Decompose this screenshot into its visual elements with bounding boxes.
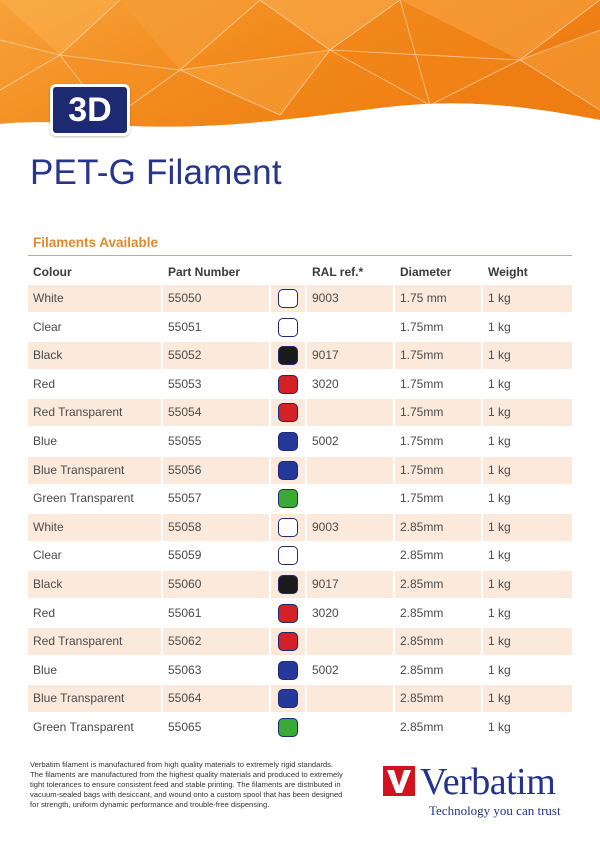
- cell-part-number: 55065: [168, 719, 202, 734]
- cell-diameter: 2.85mm: [395, 514, 481, 541]
- colour-swatch: [278, 661, 298, 680]
- cell-swatch: [271, 457, 305, 484]
- colour-swatch: [278, 489, 298, 508]
- header-ral-ref: RAL ref.*: [312, 265, 364, 279]
- cell-weight: 1 kg: [488, 376, 511, 391]
- cell-diameter: 2.85mm: [395, 628, 481, 655]
- header-part-number: Part Number: [168, 265, 241, 279]
- cell-part-number: 55064: [163, 685, 269, 712]
- cell-weight: 1 kg: [488, 433, 511, 448]
- cell-colour: Blue: [33, 662, 58, 677]
- cell-weight: 1 kg: [488, 719, 511, 734]
- cell-diameter: 2.85mm: [395, 571, 481, 598]
- cell-weight: 1 kg: [483, 571, 572, 598]
- colour-swatch: [278, 546, 298, 565]
- section-title: Filaments Available: [33, 235, 159, 250]
- verbatim-logo: [383, 760, 573, 820]
- page-title: PET-G Filament: [30, 153, 282, 192]
- cell-colour: Red Transparent: [28, 399, 161, 426]
- cell-swatch: [271, 428, 305, 455]
- logo-wordmark: Verbatim: [420, 761, 556, 803]
- cell-part-number: 55060: [163, 571, 269, 598]
- cell-part-number: 55063: [168, 662, 202, 677]
- cell-ral-ref: [307, 628, 393, 655]
- table-row: [28, 341, 572, 370]
- cell-weight: 1 kg: [488, 491, 511, 506]
- cell-colour: White: [28, 514, 161, 541]
- cell-part-number: 55059: [168, 548, 202, 563]
- cell-diameter: 2.85mm: [400, 548, 444, 563]
- cell-weight: 1 kg: [483, 342, 572, 369]
- colour-swatch: [278, 689, 298, 708]
- table-row: [28, 570, 572, 599]
- cell-swatch: [271, 542, 305, 569]
- cell-swatch: [271, 399, 305, 426]
- cell-diameter: 1.75mm: [400, 319, 444, 334]
- verbatim-v-icon: [383, 766, 415, 796]
- cell-part-number: 55058: [163, 514, 269, 541]
- footer-description: Verbatim filament is manufactured from high quality materials to extremely rigid standards. The filaments are manufactured from the highest quality materials and produced to extremely tight tolerances to ensure consistent feed and stable printing. The filaments are distributed in vacuum-sealed bags with desiccant, and wound onto a custom spool that has been designed for strength, uniform dynamic performance and trouble-free dispensing.: [30, 760, 343, 809]
- table-row: [28, 427, 572, 456]
- table-body: [28, 284, 572, 742]
- table-row: [28, 484, 572, 513]
- 3d-badge: 3D: [50, 84, 130, 136]
- cell-colour: Clear: [33, 319, 62, 334]
- cell-part-number: 55050: [163, 285, 269, 312]
- table-row: [28, 713, 572, 742]
- cell-weight: 1 kg: [488, 605, 511, 620]
- header-colour: Colour: [33, 265, 72, 279]
- table-row: [28, 284, 572, 313]
- cell-ral-ref: 3020: [312, 376, 339, 391]
- table-row: [28, 656, 572, 685]
- colour-swatch: [278, 518, 298, 537]
- cell-swatch: [271, 657, 305, 684]
- cell-colour: Red: [33, 605, 56, 620]
- cell-part-number: 55056: [163, 457, 269, 484]
- cell-ral-ref: 3020: [312, 605, 339, 620]
- cell-weight: 1 kg: [483, 285, 572, 312]
- cell-ral-ref: 9017: [307, 342, 393, 369]
- cell-ral-ref: [307, 485, 393, 512]
- colour-swatch: [278, 632, 298, 651]
- cell-weight: 1 kg: [483, 457, 572, 484]
- cell-diameter: 1.75mm: [395, 399, 481, 426]
- table-row: [28, 684, 572, 713]
- cell-ral-ref: [307, 542, 393, 569]
- cell-ral-ref: [307, 685, 393, 712]
- cell-diameter: 1.75mm: [395, 457, 481, 484]
- cell-colour: Black: [28, 571, 161, 598]
- cell-colour: Blue Transparent: [28, 685, 161, 712]
- cell-part-number: 55057: [168, 491, 202, 506]
- colour-swatch: [278, 432, 298, 451]
- cell-colour: Blue: [33, 433, 58, 448]
- cell-diameter: 1.75mm: [400, 376, 444, 391]
- colour-swatch: [278, 575, 298, 594]
- cell-part-number: 55053: [168, 376, 202, 391]
- colour-swatch: [278, 718, 298, 737]
- cell-swatch: [271, 685, 305, 712]
- colour-swatch: [278, 346, 298, 365]
- cell-diameter: 1.75mm: [395, 342, 481, 369]
- cell-ral-ref: [307, 714, 393, 741]
- cell-ral-ref: [307, 457, 393, 484]
- cell-swatch: [271, 314, 305, 341]
- cell-ral-ref: 9003: [307, 285, 393, 312]
- cell-swatch: [271, 514, 305, 541]
- colour-swatch: [278, 318, 298, 337]
- header-diameter: Diameter: [400, 265, 452, 279]
- cell-colour: Clear: [33, 548, 62, 563]
- cell-diameter: 2.85mm: [400, 719, 444, 734]
- cell-weight: 1 kg: [488, 319, 511, 334]
- colour-swatch: [278, 375, 298, 394]
- cell-swatch: [271, 371, 305, 398]
- cell-swatch: [271, 342, 305, 369]
- table-header: [28, 258, 572, 284]
- cell-ral-ref: 5002: [312, 662, 339, 677]
- table-row: [28, 599, 572, 628]
- cell-diameter: 2.85mm: [395, 685, 481, 712]
- cell-swatch: [271, 571, 305, 598]
- cell-colour: Green Transparent: [33, 719, 134, 734]
- cell-swatch: [271, 485, 305, 512]
- cell-swatch: [271, 285, 305, 312]
- cell-diameter: 2.85mm: [400, 662, 444, 677]
- colour-swatch: [278, 461, 298, 480]
- cell-ral-ref: [307, 399, 393, 426]
- cell-diameter: 1.75mm: [400, 433, 444, 448]
- logo-tagline: Technology you can trust: [429, 803, 561, 818]
- colour-swatch: [278, 289, 298, 308]
- cell-part-number: 55052: [163, 342, 269, 369]
- section-divider: [28, 255, 572, 256]
- table-row: [28, 456, 572, 485]
- cell-colour: Green Transparent: [33, 491, 134, 506]
- cell-swatch: [271, 600, 305, 627]
- cell-part-number: 55062: [163, 628, 269, 655]
- cell-part-number: 55061: [168, 605, 202, 620]
- cell-weight: 1 kg: [483, 514, 572, 541]
- cell-diameter: 1.75mm: [400, 491, 444, 506]
- cell-colour: Red: [33, 376, 56, 391]
- cell-part-number: 55055: [168, 433, 202, 448]
- cell-diameter: 1.75 mm: [395, 285, 481, 312]
- cell-colour: Blue Transparent: [28, 457, 161, 484]
- cell-diameter: 2.85mm: [400, 605, 444, 620]
- table-row: [28, 541, 572, 570]
- cell-swatch: [271, 714, 305, 741]
- cell-weight: 1 kg: [488, 662, 511, 677]
- colour-swatch: [278, 604, 298, 623]
- cell-part-number: 55051: [168, 319, 202, 334]
- colour-swatch: [278, 403, 298, 422]
- cell-colour: Red Transparent: [28, 628, 161, 655]
- cell-ral-ref: 5002: [312, 433, 339, 448]
- table-row: [28, 513, 572, 542]
- cell-weight: 1 kg: [488, 548, 511, 563]
- cell-part-number: 55054: [163, 399, 269, 426]
- cell-swatch: [271, 628, 305, 655]
- filament-table: [28, 258, 572, 742]
- cell-ral-ref: [307, 314, 393, 341]
- cell-ral-ref: 9003: [307, 514, 393, 541]
- table-row: [28, 398, 572, 427]
- table-row: [28, 370, 572, 399]
- cell-colour: White: [28, 285, 161, 312]
- cell-weight: 1 kg: [483, 685, 572, 712]
- cell-colour: Black: [28, 342, 161, 369]
- table-row: [28, 313, 572, 342]
- cell-weight: 1 kg: [483, 399, 572, 426]
- cell-ral-ref: 9017: [307, 571, 393, 598]
- header-weight: Weight: [488, 265, 528, 279]
- cell-weight: 1 kg: [483, 628, 572, 655]
- table-row: [28, 627, 572, 656]
